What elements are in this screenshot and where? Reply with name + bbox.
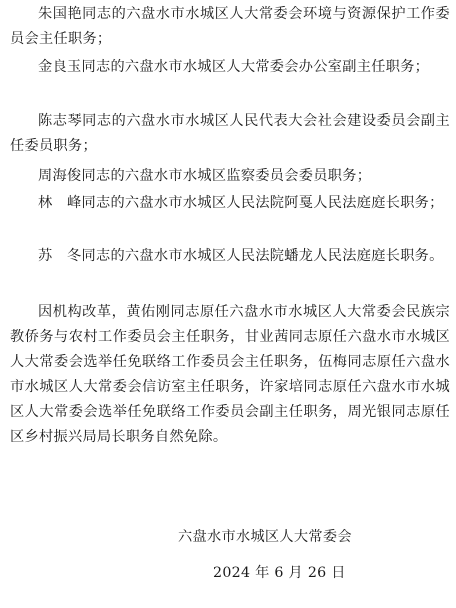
paragraph-3: 陈志琴同志的六盘水市水城区人民代表大会社会建设委员会副主任委员职务； (10, 113, 450, 154)
paragraph-6: 苏 冬同志的六盘水市水城区人民法院蟠龙人民法庭庭长职务。 (38, 248, 444, 264)
paragraph-4: 周海俊同志的六盘水市水城区监察委员会委员职务； (38, 168, 372, 184)
paragraph-5: 林 峰同志的六盘水市水城区人民法院阿戛人民法庭庭长职务； (38, 195, 444, 211)
paragraph-2: 金良玉同志的六盘水市水城区人大常委会办公室副主任职务； (38, 59, 430, 75)
signature-organization: 六盘水市水城区人大常委会 (178, 529, 352, 545)
paragraph-7: 因机构改革，黄佑刚同志原任六盘水市水城区人大常委会民族宗教侨务与农村工作委员会主任职务，甘业茜同志原任六盘水市水城区人大常委会选举任免联络工作委员会主任职务，伍梅同志原任六盘水市水城区人大常委会信访室主任职务，许家培同志原任六盘水市水城区人大常委会选举任免联络工作委员会副主任职务，周光银同志原任区乡村振兴局局长职务自然免除。 (10, 304, 450, 445)
paragraph-1: 朱国艳同志的六盘水市水城区人大常委会环境与资源保护工作委员会主任职务； (10, 6, 450, 47)
signature-date: 2024 年 6 月 26 日 (213, 565, 346, 581)
